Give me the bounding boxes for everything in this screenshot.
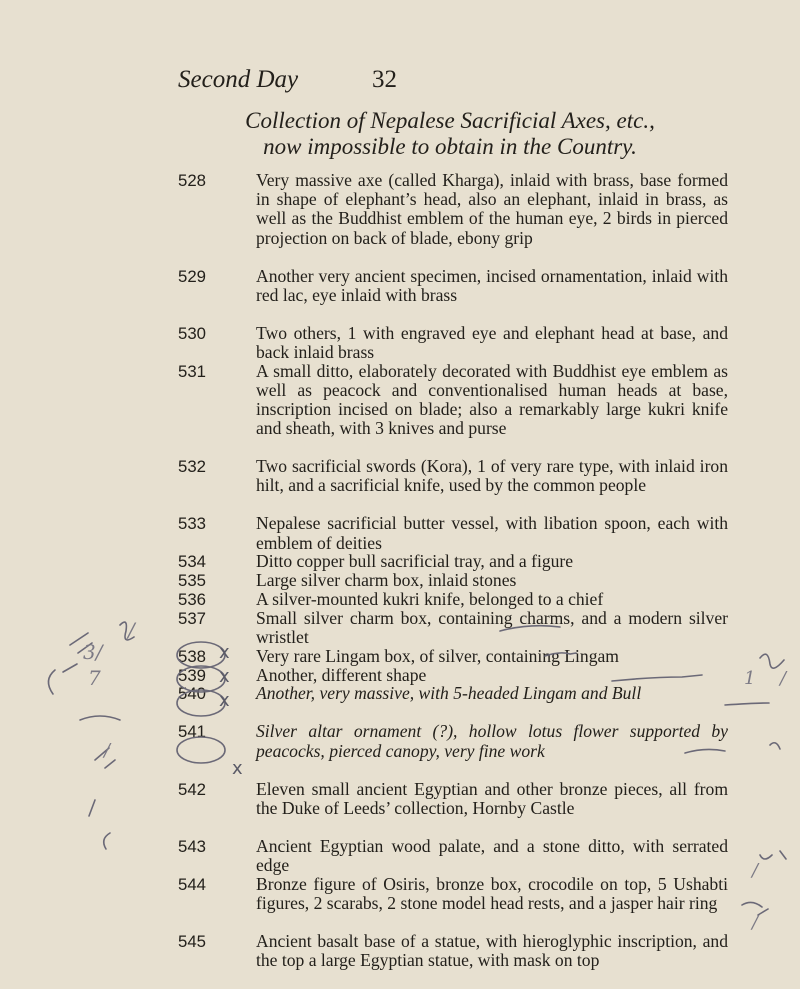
circle-mark-535 (177, 642, 225, 668)
section-heading-line-2: now impossible to obtain in the Country. (263, 134, 637, 159)
lot-number: 544 (178, 874, 206, 894)
trail-538 (685, 749, 725, 753)
margin-note: / (128, 618, 135, 642)
lot-description: Very rare Lingam box, of silver, containing Lingam (256, 645, 619, 666)
margin-note: 3/ (83, 640, 103, 664)
right-scribble-3 (760, 851, 786, 859)
lot-number: 531 (178, 361, 206, 381)
trail-536 (612, 675, 702, 681)
lot-description: Large silver charm box, inlaid stones (256, 570, 517, 591)
margin-note: 1 (744, 668, 756, 689)
lot-description: Eleven small ancient Egyptian and other bronze pieces, all from the Duke of Leeds’ collection, Hornby Castle (256, 778, 728, 818)
lot-number: 543 (178, 836, 206, 856)
cross-mark-536: x (219, 666, 230, 687)
lot-description: A small ditto, elaborately decorated with Buddhist eye emblem as well as peacock and conventionalised human heads at base, inscription incised on blade; also a remarkably large kukri knife and sheath, with 3 knives and purse (256, 360, 728, 439)
lot-number: 537 (178, 608, 206, 628)
margin-scribble-4 (80, 716, 120, 720)
margin-scribble-3 (48, 664, 77, 694)
section-heading-line-1: Collection of Nepalese Sacrificial Axes, etc., (245, 108, 655, 133)
lot-number: 528 (178, 171, 206, 190)
lot-number: 530 (178, 323, 206, 343)
lot-number: 536 (178, 589, 206, 609)
lot-description: Two sacrificial swords (Kora), 1 of very rare type, with inlaid iron hilt, and a sacrificial knife, used by the common people (256, 456, 728, 496)
margin-note: 7 (88, 666, 101, 690)
lot-description: Small silver charm box, containing charms, and a modern silver wristlet (256, 607, 728, 647)
cross-mark-535: x (219, 642, 230, 663)
margin-scribble-7 (104, 833, 110, 849)
lot-description: Ancient Egyptian wood palate, and a stone ditto, with serrated edge (256, 835, 728, 875)
lot-number: 540 (178, 684, 206, 704)
lot-description: Nepalese sacrificial butter vessel, with libation spoon, each with emblem of deities (256, 513, 728, 553)
circle-mark-538 (177, 737, 225, 763)
lot-number: 541 (178, 722, 206, 742)
margin-scribble-6 (89, 800, 95, 816)
page-number: 32 (372, 66, 397, 93)
trail-537 (725, 703, 769, 705)
lot-number: 535 (178, 571, 206, 591)
lot-number: 539 (178, 665, 206, 685)
lot-number: 532 (178, 457, 206, 477)
lot-description: Another very ancient specimen, incised ornamentation, inlaid with red lac, eye inlaid with brass (256, 265, 728, 305)
margin-note: / (104, 740, 111, 761)
lot-number: 545 (178, 931, 206, 951)
cross-mark-537: x (219, 690, 230, 711)
lot-description: Two others, 1 with engraved eye and elephant head at base, and back inlaid brass (256, 322, 728, 362)
circle-mark-536 (177, 666, 225, 692)
lot-description: Another, very massive, with 5-headed Lingam and Bull (256, 683, 642, 704)
lot-description: Ditto copper bull sacrificial tray, and a figure (256, 551, 574, 572)
margin-note: / (780, 668, 787, 689)
lot-description: Bronze figure of Osiris, bronze box, crocodile on top, 5 Ushabti figures, 2 scarabs, 2 stone model head rests, and a jasper hair ring (256, 873, 728, 913)
lot-description: A silver-mounted kukri knife, belonged to a chief (256, 588, 604, 609)
right-scribble-2 (770, 743, 780, 749)
circle-mark-537 (177, 690, 225, 716)
trail-535 (545, 653, 576, 656)
lot-number: 542 (178, 779, 206, 799)
underline-534 (500, 626, 560, 631)
lot-number: 538 (178, 646, 206, 666)
running-head: Second Day (178, 66, 299, 93)
lot-description: Silver altar ornament (?), hollow lotus flower supported by peacocks, pierced canopy, very fine work (256, 721, 728, 761)
cross-mark-538: x (232, 758, 243, 779)
lot-description: Very massive axe (called Kharga), inlaid with brass, base formed in shape of elephant’s head, also an elephant, inlaid in brass, as well as the Buddhist emblem of the human eye, 2 birds in pierced projection on back of blade, ebony grip (256, 170, 728, 248)
right-scribble-1 (760, 654, 784, 668)
lot-number: 529 (178, 266, 206, 286)
lot-number: 533 (178, 514, 206, 534)
lot-number: 534 (178, 552, 206, 572)
lot-description: Ancient basalt base of a statue, with hieroglyphic inscription, and the top a large Egyptian statue, with mask on top (256, 930, 728, 970)
margin-note: / (752, 860, 759, 881)
lot-description: Another, different shape (256, 664, 427, 685)
margin-note: / (752, 912, 759, 933)
